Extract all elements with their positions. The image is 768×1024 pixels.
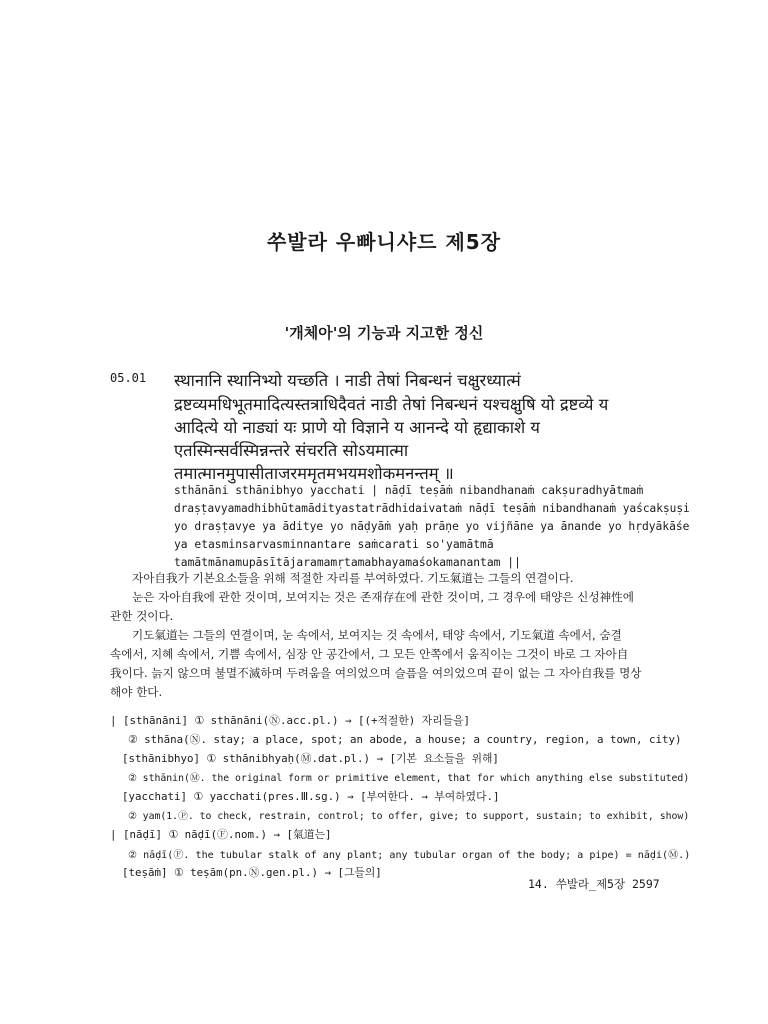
glossary-entry: | [nāḍī] ① nāḍī(Ⓕ.nom.) → [氣道는] — [110, 828, 332, 841]
sanskrit-line: तमात्मानमुपासीताजरममृतमभयमशोकमनन्तम् ॥ — [174, 464, 454, 483]
translation-line: 자아自我가 기본요소들을 위해 적절한 자리를 부여하였다. 기도氣道는 그들의 연결이다. — [132, 571, 574, 585]
glossary-entry: ② yam(1.Ⓟ. to check, restrain, control; to offer, give; to support, sustain; to exhibit, show) — [128, 811, 690, 822]
transliteration-line: ya etasminsarvasminnantare saṁcarati so'yamātmā — [174, 538, 494, 551]
sanskrit-line: एतस्मिन्सर्वस्मिन्नन्तरे संचरति सोऽयमात्मा — [174, 441, 409, 460]
transliteration-line: draṣṭavyamadhibhūtamādityastatrādhidaivataṁ nāḍī teṣāṁ nibandhanaṁ yaścakṣuṣi — [174, 502, 690, 515]
glossary-entry: ② sthānin(Ⓜ. the original form or primitive element, that for which anything else substituted) — [128, 773, 690, 784]
glossary-entry: [teṣāṁ] ① teṣām(pn.Ⓝ.gen.pl.) → [그들의] — [122, 866, 382, 879]
glossary-entry: ② nāḍī(Ⓕ. the tubular stalk of any plant; any tubular organ of the body; a pipe) = nāḍi(Ⓜ.) — [128, 850, 691, 861]
glossary-entry: | [sthānāni] ① sthānāni(Ⓝ.acc.pl.) → [(+적절한) 자리들을] — [110, 714, 470, 727]
transliteration-line: sthānāni sthānibhyo yacchati | nāḍī teṣāṁ nibandhanaṁ cakṣuradhyātmaṁ — [174, 484, 644, 497]
sanskrit-line: आदित्ये यो नाड्यां यः प्राणे यो विज्ञाने य आनन्दे यो हृद्याकाशे य — [174, 418, 540, 437]
translation-line: 我이다. 늙지 않으며 불멸不滅하며 두려움을 여의었으며 슬픔을 여의었으며 끝이 없는 그 자아自我를 명상 — [110, 666, 642, 680]
transliteration-line: yo draṣṭavye ya āditye yo nāḍyāṁ yaḥ prāṇe yo vijñāne ya ānande yo hṛdyākāśe — [174, 520, 690, 533]
translation-line: 속에서, 지혜 속에서, 기쁨 속에서, 심장 안 공간에서, 그 모든 안쪽에서 움직이는 그것이 바로 그 자아自 — [110, 647, 629, 661]
page-footer: 14. 쑤발라_제5장 2597 — [528, 877, 660, 891]
glossary-entry: [sthānibhyo] ① sthānibhyaḥ(Ⓜ.dat.pl.) → [기본 요소들을 위해] — [122, 752, 499, 765]
translation-line: 관한 것이다. — [110, 609, 174, 623]
sanskrit-line: स्थानानि स्थानिभ्यो यच्छति । नाडी तेषां निबन्धनं चक्षुरध्यात्मं — [174, 371, 521, 390]
translation-line: 해야 한다. — [110, 685, 163, 699]
transliteration-line: tamātmānamupāsītājaramamṛtamabhayamaśokamanantam || — [174, 556, 521, 569]
sanskrit-line: द्रष्टव्यमधिभूतमादित्यस्तत्राधिदैवतं नाडी तेषां निबन्धनं यश्चक्षुषि यो द्रष्टव्ये य — [174, 395, 609, 414]
glossary-entry: [yacchati] ① yacchati(pres.Ⅲ.sg.) → [부여한다. → 부여하였다.] — [122, 790, 500, 803]
glossary-entry: ② sthāna(Ⓝ. stay; a place, spot; an abode, a house; a country, region, a town, city) — [128, 733, 682, 746]
chapter-title: 쑤발라 우빠니샤드 제5장 — [266, 230, 502, 254]
translation-line: 눈은 자아自我에 관한 것이며, 보여지는 것은 존재存在에 관한 것이며, 그 경우에 태양은 신성神性에 — [132, 590, 634, 604]
section-title: '개체아'의 기능과 지고한 정신 — [284, 324, 484, 342]
translation-line: 기도氣道는 그들의 연결이며, 눈 속에서, 보여지는 것 속에서, 태양 속에서, 기도氣道 속에서, 숨결 — [132, 628, 622, 642]
verse-number: 05.01 — [110, 371, 147, 385]
